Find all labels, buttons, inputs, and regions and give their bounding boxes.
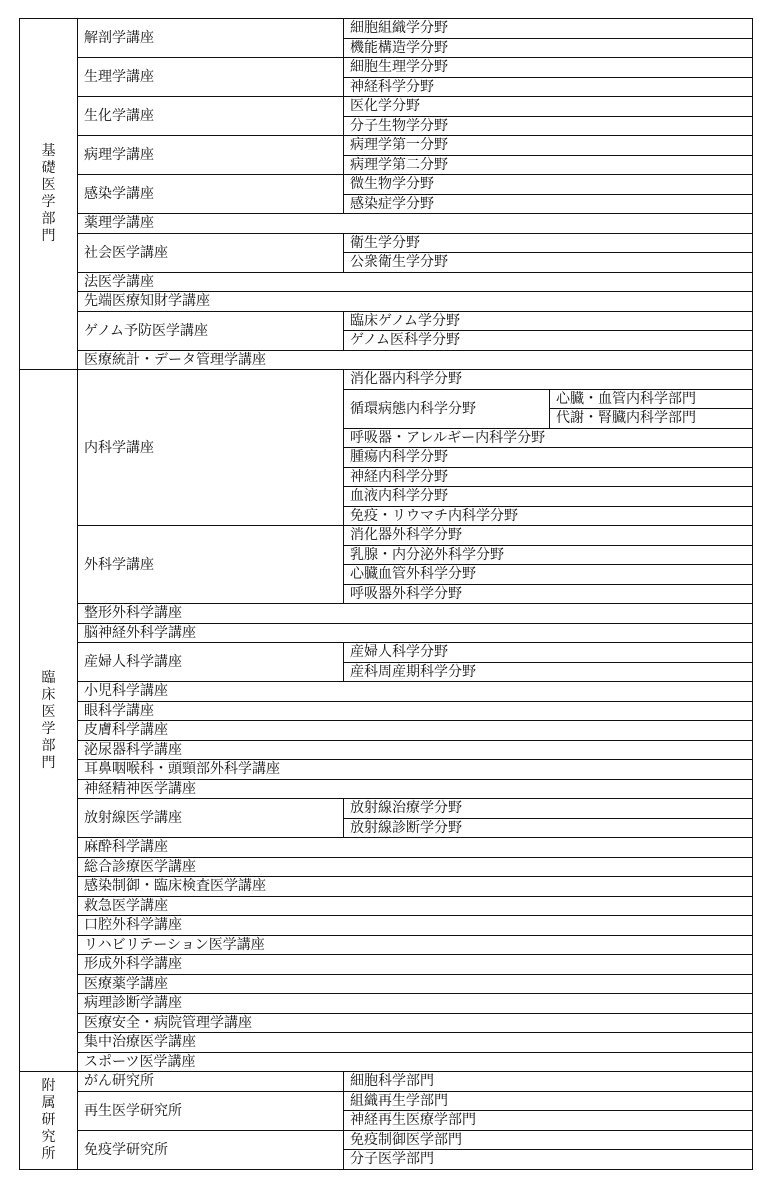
table-row [20,136,753,156]
table-row [20,19,753,39]
field-name: 機能構造学分野 [344,38,753,58]
course-name: 耳鼻咽喉科・頭頸部外科学講座 [78,760,753,780]
division-name: 代謝・腎臓内科学部門 [550,409,753,429]
table-row [20,272,753,292]
division-name: 心臓・血管内科学部門 [550,389,753,409]
department-cell [20,19,78,370]
field-name: 消化器内科学分野 [344,370,753,390]
course-name: 社会医学講座 [78,233,344,272]
course-name: 免疫学研究所 [78,1130,344,1169]
field-name: 分子生物学分野 [344,116,753,136]
course-name: 病理学講座 [78,136,344,175]
department-name: 基礎医学部門 [41,143,56,244]
table-row [20,1052,753,1072]
table-row [20,604,753,624]
table-row [20,877,753,897]
course-name: 救急医学講座 [78,896,753,916]
department-cell [20,1072,78,1170]
table-row [20,233,753,253]
table-row [20,955,753,975]
course-name: 放射線医学講座 [78,799,344,838]
field-name: 呼吸器外科学分野 [344,584,753,604]
course-name: 生理学講座 [78,58,344,97]
field-name: 細胞科学部門 [344,1072,753,1092]
field-name: 神経科学分野 [344,77,753,97]
field-name: 細胞組織学分野 [344,19,753,39]
course-name: 外科学講座 [78,526,344,604]
field-name: 免疫制御医学部門 [344,1130,753,1150]
course-name: 産婦人科学講座 [78,643,344,682]
course-name: リハビリテーション医学講座 [78,935,753,955]
field-name: 衛生学分野 [344,233,753,253]
table-row [20,623,753,643]
table-row [20,994,753,1014]
table-row [20,1091,753,1111]
table-row [20,370,753,390]
table-row [20,974,753,994]
field-name: 分子医学部門 [344,1150,753,1170]
course-name: 医療安全・病院管理学講座 [78,1013,753,1033]
course-name: 解剖学講座 [78,19,344,58]
field-name: 免疫・リウマチ内科学分野 [344,506,753,526]
table-row [20,58,753,78]
table-row [20,682,753,702]
course-name: ゲノム予防医学講座 [78,311,344,350]
course-name: 集中治療医学講座 [78,1033,753,1053]
table-row [20,97,753,117]
field-name: 産科周産期科学分野 [344,662,753,682]
field-name: 放射線治療学分野 [344,799,753,819]
course-name: 総合診療医学講座 [78,857,753,877]
department-name: 臨床医学部門 [41,669,56,771]
table-row [20,916,753,936]
table-row [20,643,753,663]
field-name: 呼吸器・アレルギー内科学分野 [344,428,753,448]
table-row [20,721,753,741]
course-name: 生化学講座 [78,97,344,136]
course-name: 内科学講座 [78,370,344,526]
field-name: 病理学第二分野 [344,155,753,175]
field-name: 消化器外科学分野 [344,526,753,546]
field-name: 血液内科学分野 [344,487,753,507]
field-name: 心臓血管外科学分野 [344,565,753,585]
field-name: 公衆衛生学分野 [344,253,753,273]
field-name: 神経内科学分野 [344,467,753,487]
course-name: 整形外科学講座 [78,604,753,624]
field-name: 医化学分野 [344,97,753,117]
table-row [20,896,753,916]
table-row [20,935,753,955]
course-name: 皮膚科学講座 [78,721,753,741]
course-name: スポーツ医学講座 [78,1052,753,1072]
department-name: 附属研究所 [41,1077,56,1162]
table-row [20,799,753,819]
field-name: ゲノム医科学分野 [344,331,753,351]
course-name: 脳神経外科学講座 [78,623,753,643]
course-name: 眼科学講座 [78,701,753,721]
table-row [20,311,753,331]
field-name: 病理学第一分野 [344,136,753,156]
table-row [20,1013,753,1033]
course-name: 神経精神医学講座 [78,779,753,799]
table-row [20,1072,753,1092]
table-row [20,175,753,195]
table-row [20,1130,753,1150]
table-row [20,292,753,312]
table-row [20,838,753,858]
course-name: 薬理学講座 [78,214,753,234]
table-row [20,526,753,546]
table-row [20,779,753,799]
department-cell [20,370,78,1072]
table-row [20,760,753,780]
field-name: 腫瘍内科学分野 [344,448,753,468]
course-name: 麻酔科学講座 [78,838,753,858]
field-name: 神経再生医療学部門 [344,1111,753,1131]
field-name: 産婦人科学分野 [344,643,753,663]
course-name: 先端医療知財学講座 [78,292,753,312]
course-name: がん研究所 [78,1072,344,1092]
organization-table-body [20,19,753,1170]
course-name: 泌尿器科学講座 [78,740,753,760]
course-name: 再生医学研究所 [78,1091,344,1130]
course-name: 病理診断学講座 [78,994,753,1014]
table-row [20,857,753,877]
course-name: 医療薬学講座 [78,974,753,994]
organization-table [19,18,753,1170]
field-name: 臨床ゲノム学分野 [344,311,753,331]
course-name: 感染制御・臨床検査医学講座 [78,877,753,897]
course-name: 小児科学講座 [78,682,753,702]
field-name: 組織再生学部門 [344,1091,753,1111]
field-name: 循環病態内科学分野 [344,389,550,428]
field-name: 細胞生理学分野 [344,58,753,78]
course-name: 法医学講座 [78,272,753,292]
field-name: 微生物学分野 [344,175,753,195]
table-row [20,1033,753,1053]
table-row [20,350,753,370]
course-name: 口腔外科学講座 [78,916,753,936]
table-row [20,214,753,234]
table-row [20,740,753,760]
field-name: 感染症学分野 [344,194,753,214]
course-name: 感染学講座 [78,175,344,214]
field-name: 乳腺・内分泌外科学分野 [344,545,753,565]
field-name: 放射線診断学分野 [344,818,753,838]
table-row [20,701,753,721]
course-name: 医療統計・データ管理学講座 [78,350,753,370]
course-name: 形成外科学講座 [78,955,753,975]
